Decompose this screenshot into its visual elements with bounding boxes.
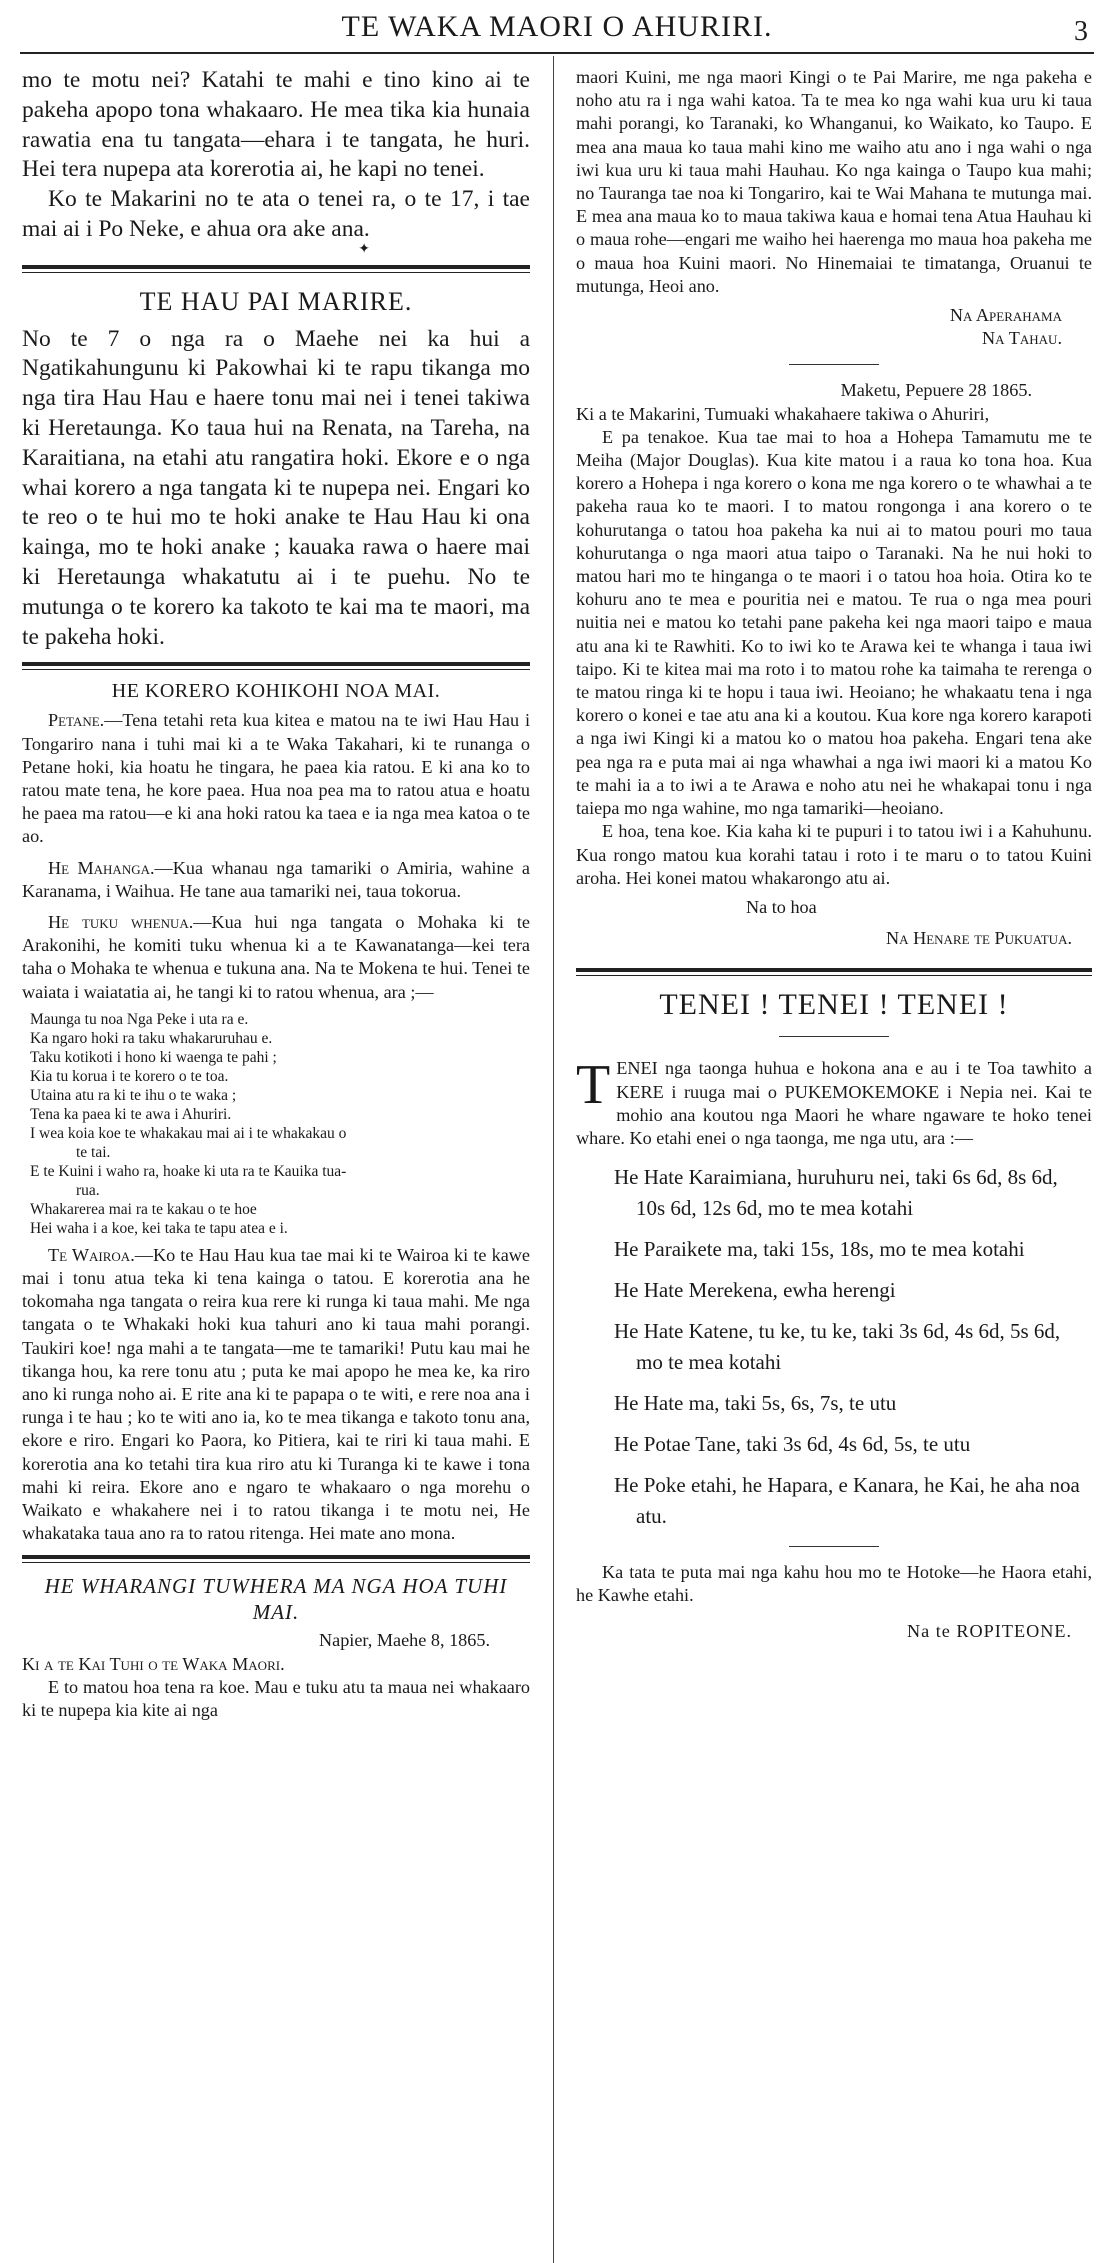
place-label: Petane. (48, 710, 105, 731)
news-item-wairoa (22, 1244, 530, 1546)
letter-salutation: Ki a te Kai Tuhi o te Waka Maori. (22, 1653, 285, 1674)
news-text: —Tena tetahi reta kua kitea e matou na te iwi Hau Hau i Tongariro nana i tuhi mai ki a te Waka Takahari, ki te runanga o Petane hoki, kia hoatu he tingara, he paea kia ratou. E ki ana ko to ratou mate tena, he kore paea. Hua noa pea ma to ratou atua e hoatu he paea ma ratou—e ki ana hoki ratou ka taea e ia nga mea katoa o te ao. (22, 710, 530, 847)
masthead (20, 6, 1094, 54)
page-number: 3 (1074, 16, 1088, 47)
signature-line: Na to hoa (746, 896, 817, 917)
right-column (576, 66, 1092, 2263)
advert-intro-text: ENEI nga taonga huhua e hokona ana e au i te Toa tawhito a KERE i ruuga mai o PUKEMOKEMOKE i Nepia nei. Kai te mohio ana koutou nga Maori he whare ngaware te hoko tenei whare. Ko etahi enei o nga taonga, me nga utu, ara :— (576, 1058, 1092, 1148)
section-rule (22, 1555, 530, 1563)
article-heading-haupai: TE HAU PAI MARIRE. (139, 286, 413, 316)
poem-line: Taku kotikoti i hono ki waenga te pahi ; (30, 1048, 277, 1066)
section-rule (22, 265, 530, 273)
newspaper-title: TE WAKA MAORI O AHURIRI. (341, 10, 773, 43)
waiata-poem (30, 1010, 530, 1238)
intro-paragraph: Ko te Makarini no te ata o tenei ra, o te 17, i tae mai ai i Po Neke, e ahua ora ake ana. (22, 186, 530, 242)
place-label: Te Wairoa. (48, 1244, 135, 1265)
advert-heading: TENEI ! TENEI ! TENEI ! (659, 988, 1009, 1022)
list-item: He Hate Karaimiana, huruhuru nei, taki 6s 6d, 8s 6d, 10s 6d, 12s 6d, mo te mea kotahi (614, 1165, 1058, 1221)
poem-line: Whakarerea mai ra te kakau o te hoe (30, 1200, 257, 1218)
column-divider (553, 56, 554, 2263)
poem-line: E te Kuini i waho ra, hoake ki uta ra te Kauika tua- (30, 1162, 347, 1180)
article-heading-kohikohi: HE KORERO KOHIKOHI NOA MAI. (111, 680, 441, 703)
list-item: He Potae Tane, taki 3s 6d, 4s 6d, 5s, te utu (614, 1432, 971, 1457)
news-text: —Ko te Hau Hau kua tae mai ki te Wairoa ki te kawe mai i tonu atua teka ki tena kainga o tatou. E korerotia ana he tokomaha nga tangata o reira kua rere ki runga ki taua mahi. Me nga tangata o te Whakaki hoki kua tahuri ano ki taua mahi porangi. Taukiri koe! nga mahi a te tangata—me te tamariki! Putu kau mai he tikanga hou, ka rere tonu atu ; puta ke mai apopo he mea ke, ka riro ano ki runga noho ai. E rite ana ki te papapa o te witi, e rere noa ana i runga i te hau ; ko te witi ano ia, ko te mea tikanga e takoto tonu ana, ekore e riro. Engari ko Paora, ko Pitiera, kai te riri ki taua mahi. E korerotia ana ko tetahi tira kua riro atu ki Turanga ki te kawe i tona mahi ki reira. Ekore ano e ngaro te whakaaro o nga morehu o Waikato e whakahere nei i to ratou tikanga i te motu nei, He whakataka taua ano ra to ratou ritenga. Hei mate ano mona. (22, 1244, 530, 1544)
poem-line: Utaina atu ra ki te ihu o te waka ; (30, 1086, 237, 1104)
section-rule (22, 662, 530, 670)
price-list (576, 1162, 1092, 1532)
poem-line: Ka ngaro hoki ra taku whakaruruhau e. (30, 1029, 273, 1047)
signature-line: Na Aperahama (949, 305, 1062, 326)
poem-line: Maunga tu noa Nga Peke i uta ra e. (30, 1010, 249, 1028)
poem-line: Kia tu korua i te korero o te toa. (30, 1067, 229, 1085)
poem-line: Tena ka paea ki te awa i Ahuriri. (30, 1105, 232, 1123)
poem-line: Hei waha i a koe, kei taka te tapu atea e i. (30, 1219, 288, 1237)
article-body-haupai: No te 7 o nga ra o Maehe nei ka hui a Ngatikahungunu ki Pakowhai ki te rapu tikanga mo nga tira Hau Hau e haere tonu mai nei i tenei takiwa ki Heretaunga. Ko taua hui na Renata, na Tareha, na Karaitiana, na etahi atu rangatira hoki. Ekore e o nga whai korero a nga tangata ki te nupepa nei. Engari ko te reo o te hui mo te hoki anake te Hau Hau ki ona kainga, mo te hoki anake ; kauaka rawa o haere mai ki Heretaunga whakatutu ai i te puehu. No te mutunga o te korero ka takoto te kai ma te maori, ma te pakeha hoki. (22, 325, 530, 650)
place-label: He tuku whenua. (48, 911, 194, 932)
place-label: He Mahanga. (48, 857, 155, 878)
ornament-icon: ✦ (358, 241, 370, 257)
short-rule (789, 364, 879, 365)
news-item-mahanga (22, 857, 530, 903)
list-item: He Hate ma, taki 5s, 6s, 7s, te utu (614, 1391, 897, 1416)
list-item: He Paraikete ma, taki 15s, 18s, mo te mea kotahi (614, 1237, 1025, 1262)
news-item-petane (22, 709, 530, 848)
advert-signature: Na te ROPITEONE. (906, 1620, 1072, 1641)
poem-line: rua. (76, 1181, 100, 1199)
advert-footer: Ka tata te puta mai nga kahu hou mo te Hotoke—he Haora etahi, he Kawhe etahi. (576, 1562, 1092, 1606)
signature-line: Na Tahau. (982, 328, 1062, 349)
letter-closing: E hoa, tena koe. Kia kaha ki te pupuri i to tatou iwi i a Kahuhunu. Kua rongo matou kua korahi tatau i roto i te maru o to tatou Kuini aroha. Hei konei matou whakarongo atu ai. (576, 821, 1092, 888)
short-rule (779, 1036, 889, 1037)
short-rule (789, 1546, 879, 1547)
section-rule (576, 968, 1092, 976)
letter-body: E pa tenakoe. Kua tae mai to hoa a Hohepa Tamamutu me te Meiha (Major Douglas). Kua kite matou i a raua ko tona hoa. Kua korero a Hohepa i nga korero o kona me nga korero o te whawhai a te pakeha raua ko te maori. I to matou rongonga i ana korero o te kohurutanga o tatou hoa pakeha ka nui ai to matou pouri mo taua kohurutanga o nga maori atua taipo o Taranaki. Na he nui hoki to matou hari mo te hinganga o te maori i o tatou hoa hoia. Otira ko te kohuru ano te mea e pouritia nei e matou. Te rua o nga mea pouri nuitia nei e matou ko tetahi pane pakeha kei nga maori taipo e maua atu ana ki te Rawhiti. Ko to iwi ko te Arawa kei te whanga i taua iwi taipo. Ki te kitea mai ma roto i to matou rohe ka taimaha te rerenga o te matou ringa ki te hopu i taua iwi. Heoiano; he whakaatu tena i nga korero o konei e tae atu ana ki a koutou. Kua kore nga korero karapoti a nga iwi Kingi ki a matou ko o matou hoa pakeha. Engari tena ake pea nga ra e puta mai ai nga whawhai a nga iwi maori ki a matou Ko te mahi ia a to iwi a te Arawa e noho atu nei he whakapai tonu i nga taiepa mo nga wahine, mo nga tamariki—heoiano. (576, 426, 1092, 819)
news-text: —Kua whanau nga tamariki o Amiria, wahine a Karanama, i Waihua. He tane aua tamariki nei, taua tokorua. (22, 857, 530, 901)
masthead-rule (20, 52, 1094, 54)
list-item: He Hate Katene, tu ke, tu ke, taki 3s 6d, 4s 6d, 5s 6d, mo te mea kotahi (614, 1319, 1061, 1375)
poem-line: te tai. (76, 1143, 111, 1161)
letter-dateline: Maketu, Pepuere 28 1865. (840, 380, 1032, 401)
letter-opening: E to matou hoa tena ra koe. Mau e tuku atu ta maua nei whakaaro ki te nupepa kia kite ai nga (22, 1676, 530, 1721)
advert-intro (576, 1054, 1092, 1150)
intro-paragraph: mo te motu nei? Katahi te mahi e tino kino ai te pakeha apopo tona whakaaro. He mea tika kia hunaia rawatia ena tu tangata—ehara i te tangata, he huri. Hei tera nupepa ata korerotia ai, he kapi no tenei. (22, 67, 530, 183)
poem-line: I wea koia koe te whakakau mai ai i te whakakau o (30, 1124, 347, 1142)
letter-continuation: maori Kuini, me nga maori Kingi o te Pai Marire, me nga pakeha e noho atu ra i nga wahi katoa. Ta te mea ko nga wahi kua uru ki taua mahi porangi, ko Taranaki, ko Whanganui, ko Waikato, ko Taupo. E mea ana maua ko taua mahi kino me waiho atu ano i nga wahi o nga iwi kua uru ki taua mahi Hauhau. Ko nga kainga o Taupo kua mahi; no Tauranga tae noa ki Tongariro, kai te Wai Mahana te mutunga mai. E mea ana maua ko to maua takiwa kaua e homai tena Atua Hauhau ki o maua rohe—engari me waiho hei haerenga mo maua hoa pakeha me o maua hoa Kuini maori. No Hinemaiai te timatanga, Oruanui te mutunga, Heoi ano. (576, 67, 1092, 296)
signature-line: Na Henare te Pukuatua. (886, 928, 1072, 949)
left-column (22, 66, 530, 2263)
article-heading-wharangi: HE WHARANGI TUWHERA MA NGA HOA TUHI MAI. (44, 1574, 508, 1625)
list-item: He Hate Merekena, ewha herengi (614, 1278, 896, 1303)
letter-dateline: Napier, Maehe 8, 1865. (319, 1630, 490, 1651)
drop-cap: T (576, 1054, 611, 1117)
list-item: He Poke etahi, he Hapara, e Kanara, he Kai, he aha noa atu. (614, 1473, 1080, 1529)
news-item-tuku-whenua (22, 911, 530, 1004)
news-text: —Kua hui nga tangata o Mohaka ki te Arakonihi, he komiti tuku whenua ki a te Kawanatanga—kei tera taha o Mohaka te whenua e tukuna ana. Na te Mokena te hui. Tenei te waiata i waiatatia ai, he tangi ki to ratou whenua, ara ;— (22, 911, 530, 1002)
letter-salutation: Ki a te Makarini, Tumuaki whakahaere takiwa o Ahuriri, (576, 403, 990, 424)
